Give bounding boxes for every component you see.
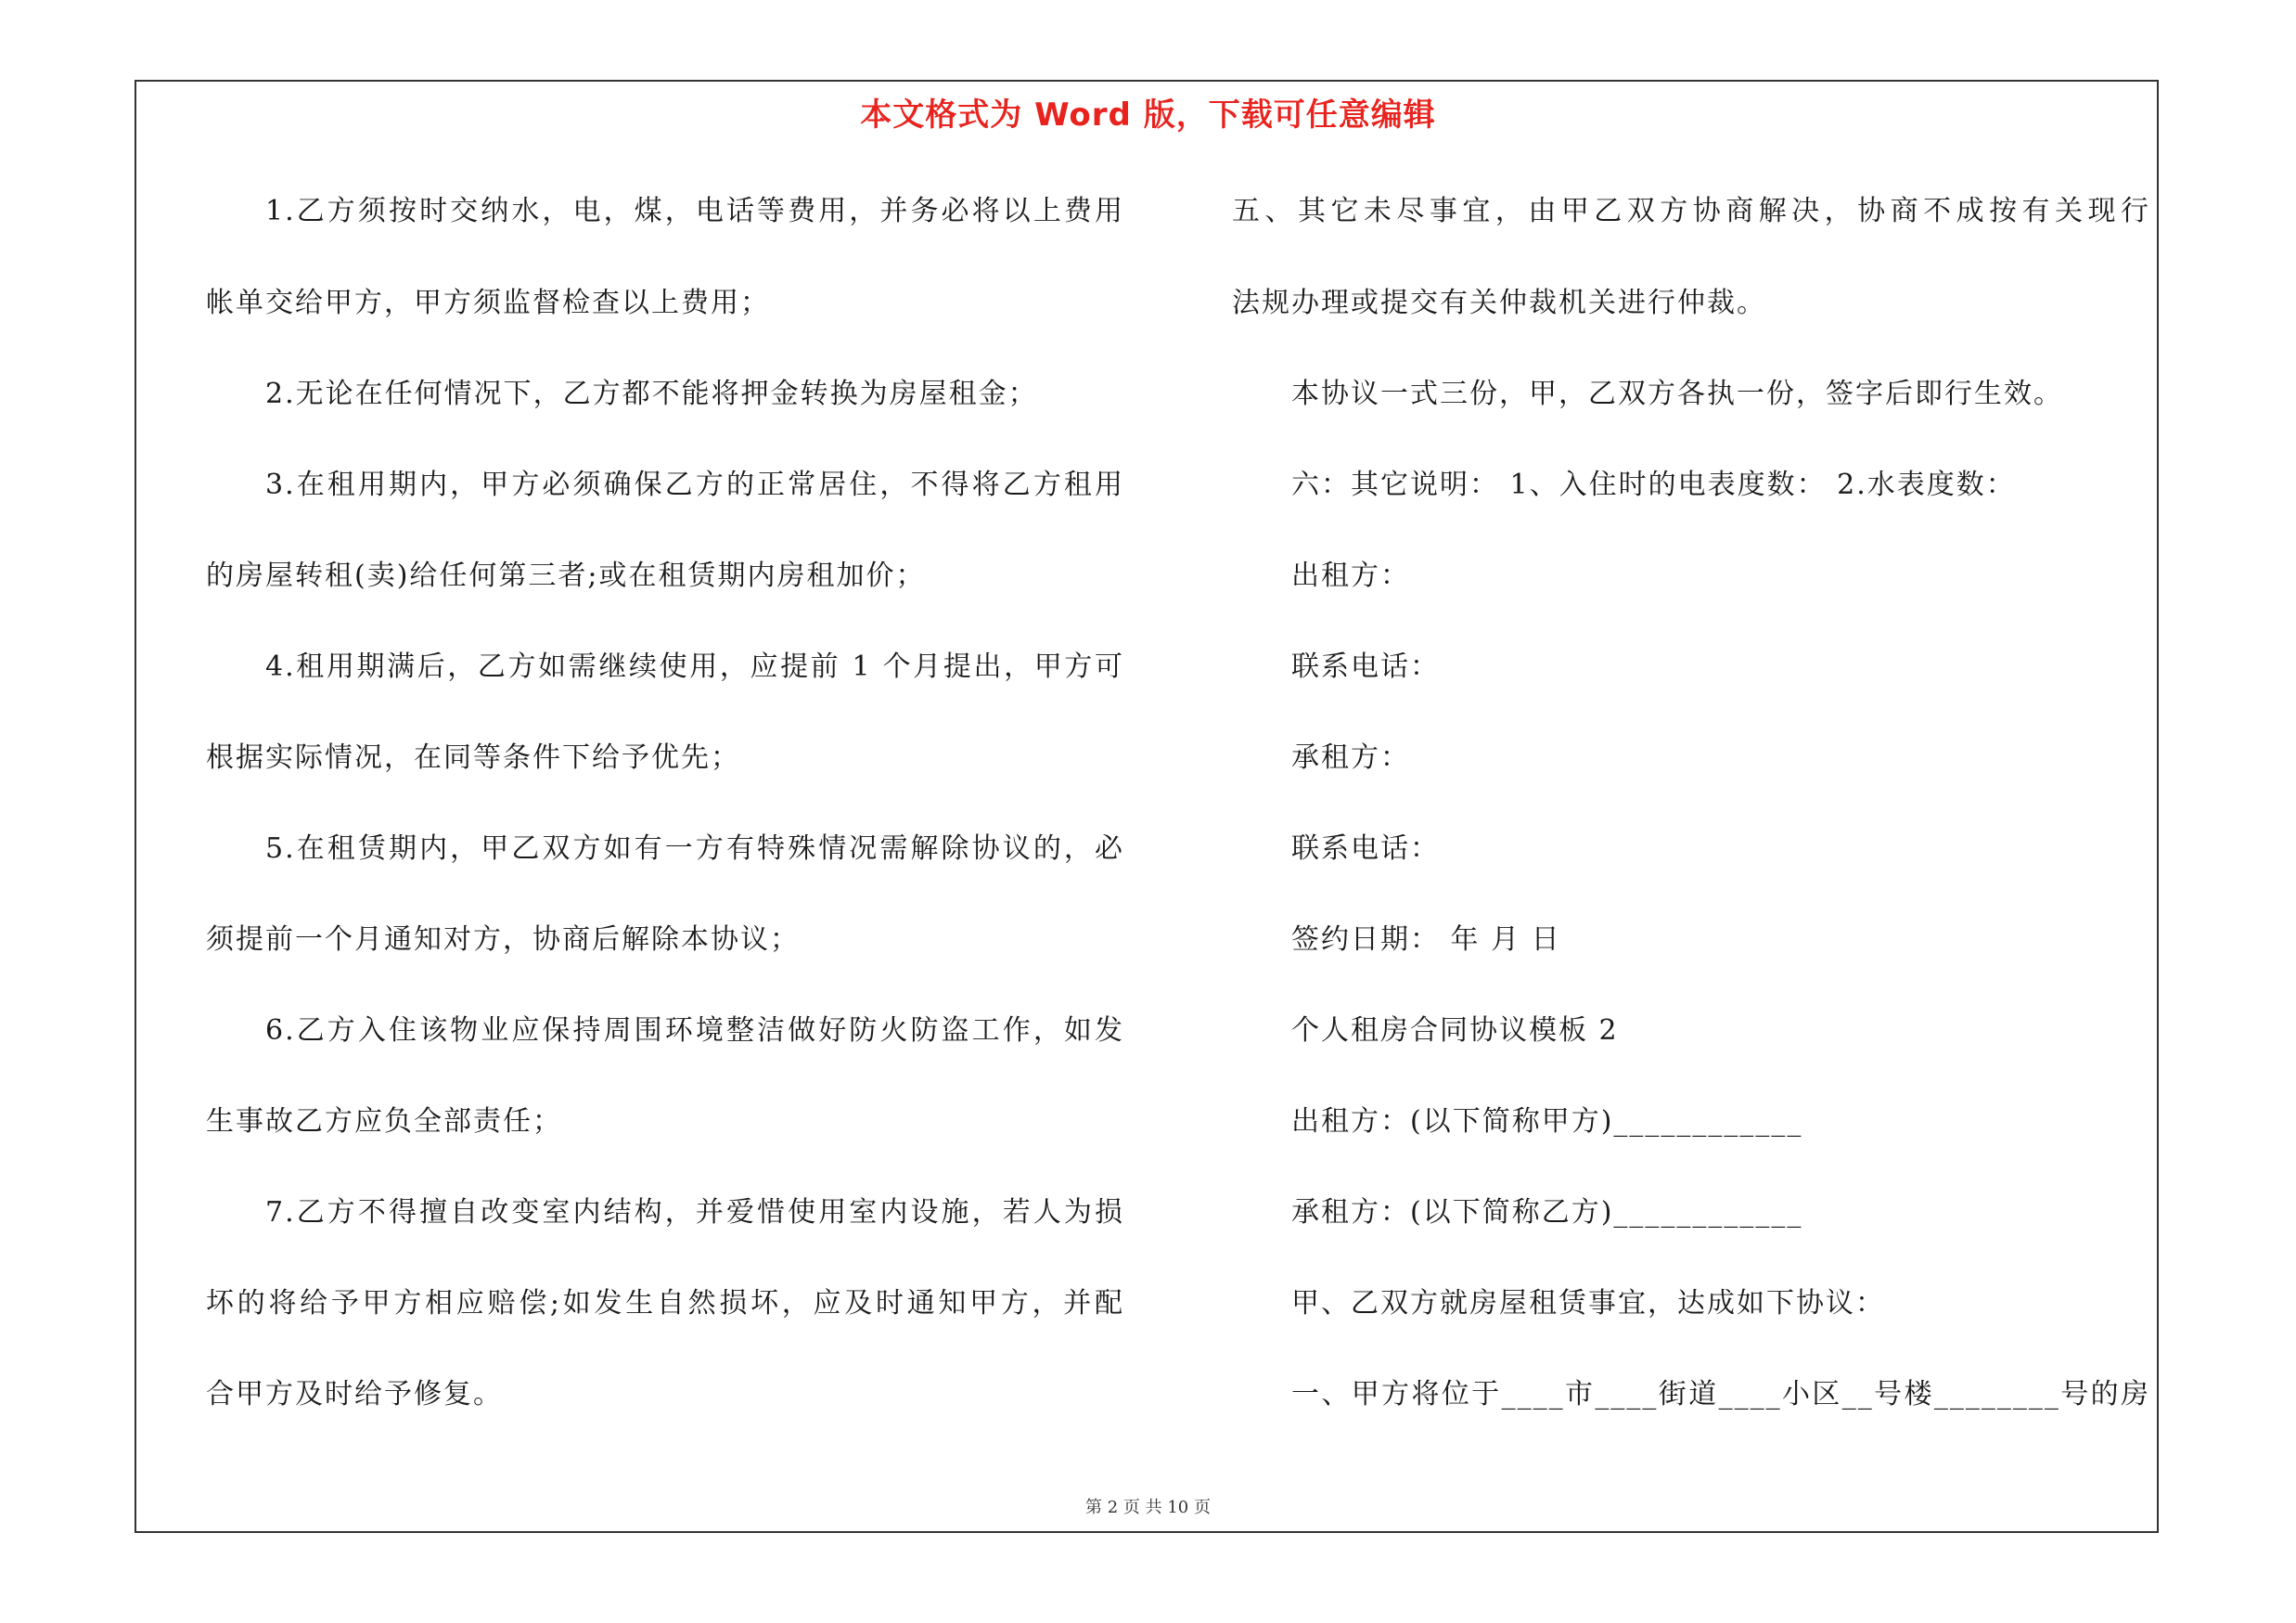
paragraph-line: 承租方：(以下简称乙方)____________ [1291,1196,1803,1229]
paragraph-line: 合甲方及时给予修复。 [206,1378,503,1410]
paragraph-line: 一、甲方将位于____市____街道____小区__号楼________号的房 [1291,1378,2150,1410]
lessee-label: 承租方： [1291,741,1410,774]
lessor-label: 出租方： [1291,560,1410,592]
paragraph-line: 生事故乙方应负全部责任； [206,1105,562,1138]
paragraph-line: 甲、乙双方就房屋租赁事宜，达成如下协议： [1291,1287,1885,1320]
section-title: 个人租房合同协议模板 2 [1291,1014,1619,1047]
paragraph-line: 7.乙方不得擅自改变室内结构，并爱惜使用室内设施，若人为损 [265,1196,1124,1229]
paragraph-line: 出租方：(以下简称甲方)____________ [1291,1105,1803,1138]
paragraph-line: 5.在租赁期内，甲乙双方如有一方有特殊情况需解除协议的，必 [265,832,1124,865]
paragraph-line: 帐单交给甲方，甲方须监督检查以上费用； [206,287,770,319]
paragraph-line: 1.乙方须按时交纳水，电，煤，电话等费用，并务必将以上费用 [265,195,1124,227]
format-banner: 本文格式为 Word 版，下载可任意编辑 [860,97,1436,134]
paragraph-line: 法规办理或提交有关仲裁机关进行仲裁。 [1232,287,1766,319]
paragraph-line: 3.在租用期内，甲方必须确保乙方的正常居住，不得将乙方租用 [265,469,1124,501]
paragraph-line: 根据实际情况，在同等条件下给予优先； [206,741,740,774]
page-number: 第 2 页 共 10 页 [1085,1498,1211,1517]
paragraph-line: 五、其它未尽事宜，由甲乙双方协商解决，协商不成按有关现行 [1232,195,2150,227]
lessee-phone-label: 联系电话： [1291,832,1440,865]
paragraph-line: 4.租用期满后，乙方如需继续使用，应提前 1 个月提出，甲方可 [265,650,1124,683]
paragraph-line: 2.无论在任何情况下，乙方都不能将押金转换为房屋租金； [265,378,1038,410]
paragraph-line: 六：其它说明： 1、入住时的电表度数： 2.水表度数： [1291,469,2016,501]
signing-date-label: 签约日期： 年 月 日 [1291,923,1561,956]
paragraph-line: 本协议一式三份，甲，乙双方各执一份，签字后即行生效。 [1291,378,2063,410]
lessor-phone-label: 联系电话： [1291,650,1440,683]
paragraph-line: 的房屋转租(卖)给任何第三者;或在租赁期内房租加价； [206,560,926,592]
paragraph-line: 6.乙方入住该物业应保持周围环境整洁做好防火防盗工作，如发 [265,1014,1124,1047]
paragraph-line: 坏的将给予甲方相应赔偿;如发生自然损坏，应及时通知甲方，并配 [206,1287,1124,1320]
paragraph-line: 须提前一个月通知对方，协商后解除本协议； [206,923,800,956]
